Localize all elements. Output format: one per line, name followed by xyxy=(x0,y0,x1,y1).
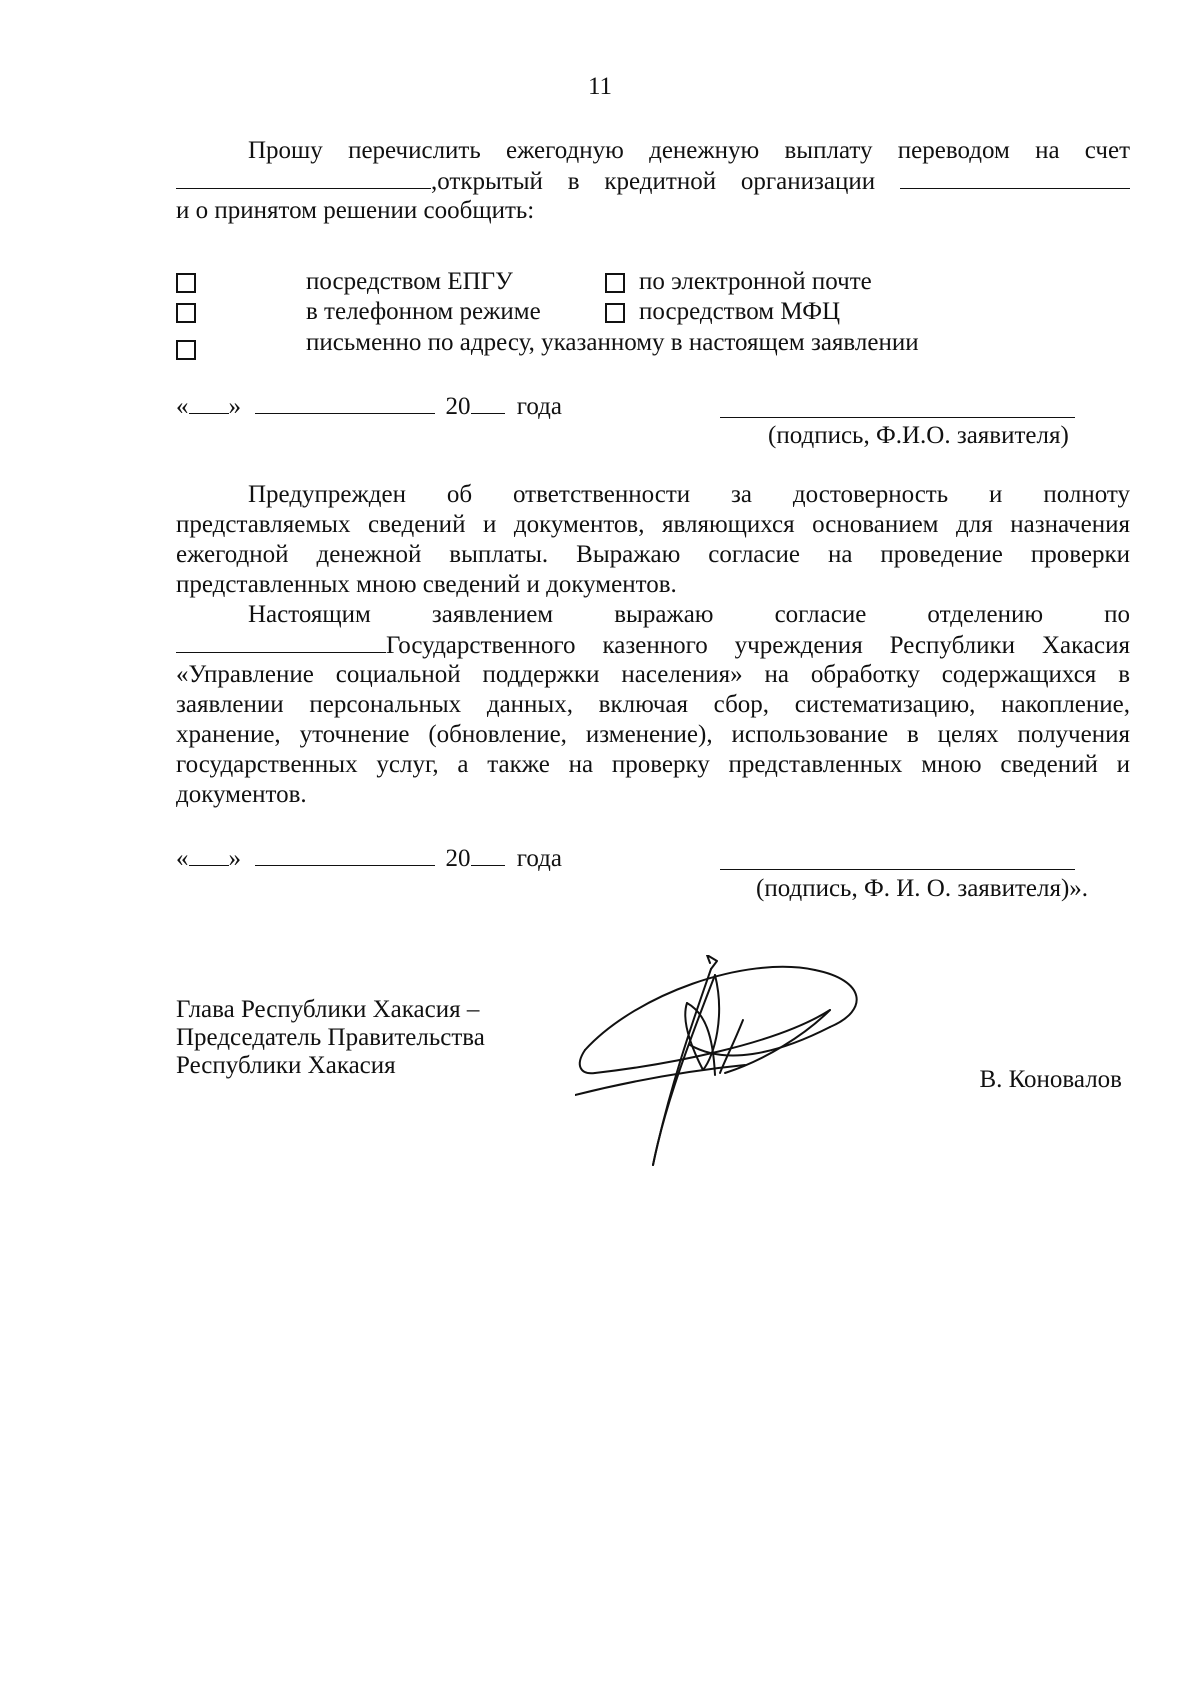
signature-line-2[interactable] xyxy=(720,868,1075,870)
consent-line-2 xyxy=(176,630,1130,660)
date-row-1 xyxy=(176,391,562,422)
year-blank-2[interactable] xyxy=(471,843,505,866)
page-number: 11 xyxy=(587,73,613,100)
bank-name-blank[interactable] xyxy=(900,166,1130,189)
account-number-blank[interactable] xyxy=(176,166,431,189)
option-mfc-label: посредством МФЦ xyxy=(639,298,841,325)
checkbox-epgu[interactable] xyxy=(176,273,196,293)
month-blank[interactable] xyxy=(255,391,435,414)
signature-caption-1: (подпись, Ф.И.О. заявителя) xyxy=(768,422,1069,449)
date-close-quote-2: » xyxy=(228,845,241,872)
checkbox-mfc[interactable] xyxy=(605,303,625,323)
consent-line-1: Настоящим заявлением выражаю согласие отделению по xyxy=(248,601,1130,628)
year-word-2: года xyxy=(516,845,562,872)
signature-caption-2: (подпись, Ф. И. О. заявителя)». xyxy=(756,875,1089,902)
date-row-2 xyxy=(176,843,562,874)
bank-label: ,открытый в кредитной организации xyxy=(431,168,876,195)
option-epgu-label: посредством ЕПГУ xyxy=(306,268,513,295)
checkbox-phone[interactable] xyxy=(176,303,196,323)
checkbox-email[interactable] xyxy=(605,273,625,293)
date-open-quote: « xyxy=(176,393,189,420)
handwritten-signature xyxy=(575,955,885,1170)
payment-line-2 xyxy=(176,166,1130,196)
official-title-line-2: Председатель Правительства xyxy=(176,1024,485,1051)
official-name: В. Коновалов xyxy=(979,1066,1122,1093)
year-prefix: 20 xyxy=(445,393,471,420)
official-title xyxy=(176,996,485,1080)
option-email-label: по электронной почте xyxy=(639,268,872,295)
consent-line-2-text: Государственного казенного учреждения Республики Хакасия xyxy=(386,632,1130,659)
official-title-line-3: Республики Хакасия xyxy=(176,1052,396,1079)
day-blank[interactable] xyxy=(189,391,229,414)
official-title-line-1: Глава Республики Хакасия – xyxy=(176,996,480,1023)
year-prefix-2: 20 xyxy=(445,845,471,872)
warning-line-1: Предупрежден об ответственности за достоверность и полноту xyxy=(248,481,1130,508)
payment-line-1: Прошу перечислить ежегодную денежную выплату переводом на счет xyxy=(248,137,1130,164)
consent-line-3: «Управление социальной поддержки населения» на обработку содержащихся в xyxy=(176,661,1130,688)
consent-line-5: хранение, уточнение (обновление, изменение), использование в целях получения xyxy=(176,721,1130,748)
year-word: года xyxy=(516,393,562,420)
consent-line-4: заявлении персональных данных, включая сбор, систематизацию, накопление, xyxy=(176,691,1130,718)
consent-line-7: документов. xyxy=(176,781,307,808)
payment-line-3: и о принятом решении сообщить: xyxy=(176,197,535,224)
year-blank[interactable] xyxy=(471,391,505,414)
payment-paragraph xyxy=(176,136,1130,226)
department-blank[interactable] xyxy=(176,630,386,653)
consent-paragraph xyxy=(176,600,1130,810)
month-blank-2[interactable] xyxy=(255,843,435,866)
date-close-quote: » xyxy=(228,393,241,420)
warning-paragraph xyxy=(176,480,1130,600)
option-post-label: письменно по адресу, указанному в настоящем заявлении xyxy=(306,329,919,356)
consent-line-6: государственных услуг, а также на проверку представленных мною сведений и xyxy=(176,751,1130,778)
warning-line-2: представляемых сведений и документов, являющихся основанием для назначения xyxy=(176,511,1130,538)
option-phone-label: в телефонном режиме xyxy=(306,298,541,325)
warning-line-3: ежегодной денежной выплаты. Выражаю согласие на проведение проверки xyxy=(176,541,1130,568)
signature-line-1[interactable] xyxy=(720,416,1075,418)
warning-line-4: представленных мною сведений и документов. xyxy=(176,571,677,598)
day-blank-2[interactable] xyxy=(189,843,229,866)
date-open-quote-2: « xyxy=(176,845,189,872)
checkbox-post[interactable] xyxy=(176,340,196,360)
